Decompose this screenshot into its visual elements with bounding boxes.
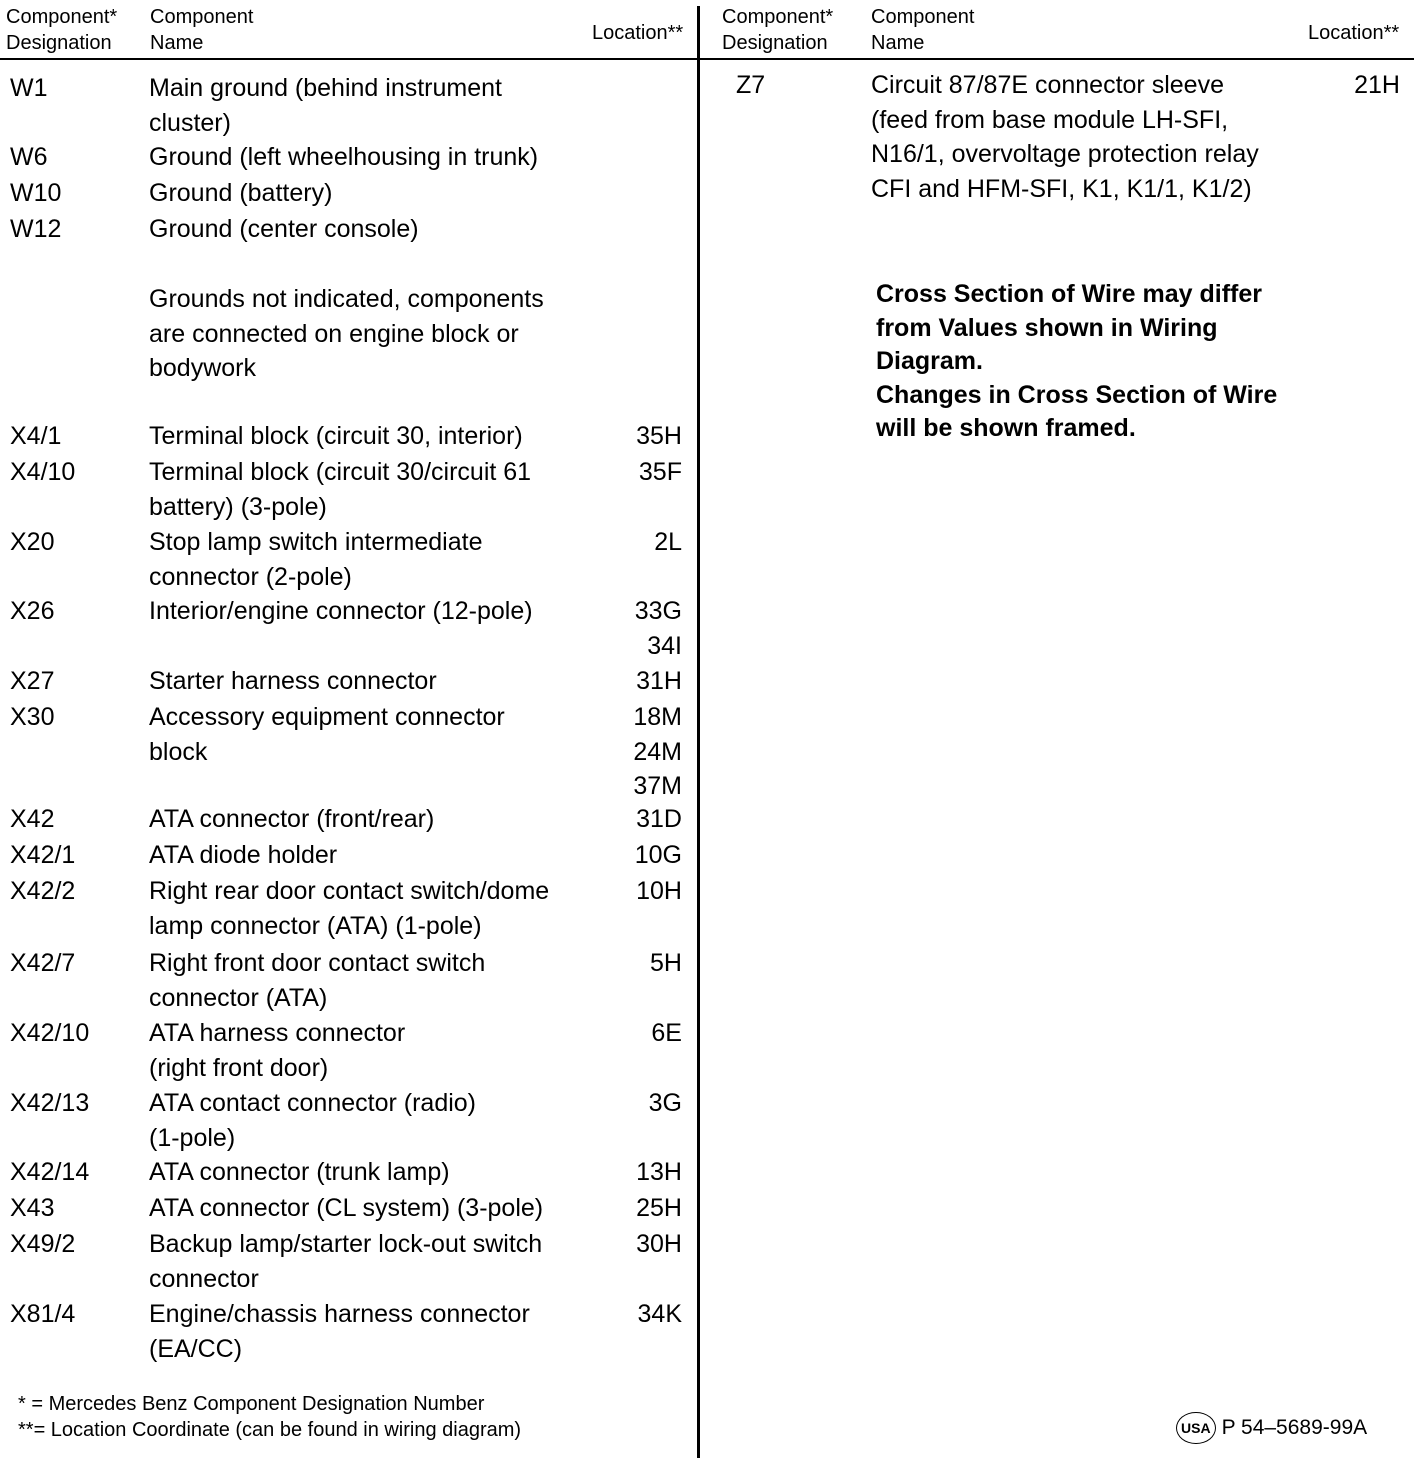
component-designation: W1 (10, 74, 48, 102)
component-name (149, 802, 434, 837)
location-coordinate: 10G (634, 841, 682, 869)
component-location (636, 1227, 682, 1262)
left-header-name (150, 4, 253, 56)
location-coordinate: 24M (633, 737, 682, 766)
component-designation: X81/4 (10, 1300, 76, 1328)
component-designation: X42 (10, 805, 55, 833)
component-name-line: (1-pole) (149, 1123, 236, 1152)
component-designation: X30 (10, 703, 55, 731)
component-name (149, 1191, 543, 1226)
component-designation: X42/10 (10, 1019, 90, 1047)
component-designation: X20 (10, 528, 55, 556)
location-coordinate: 18M (633, 703, 682, 731)
location-coordinate: 10H (636, 877, 682, 905)
component-name-line: (EA/CC) (149, 1334, 243, 1363)
component-name-line: Right front door contact switch (149, 949, 486, 977)
component-name-line: ATA connector (CL system) (3-pole) (149, 1194, 544, 1222)
component-name-line: (feed from base module LH-SFI, (871, 105, 1229, 134)
document-code (1176, 1412, 1367, 1444)
component-location (639, 455, 682, 490)
component-name (149, 664, 437, 699)
usa-badge: USA (1176, 1412, 1216, 1444)
component-location (636, 664, 682, 699)
component-designation: X42/13 (10, 1089, 90, 1117)
component-location (635, 838, 682, 873)
location-coordinate: 2L (654, 528, 682, 556)
location-coordinate: 13H (636, 1158, 682, 1186)
component-name (149, 282, 544, 386)
footnote-location: **= Location Coordinate (can be found in wiring diagram) (18, 1419, 522, 1441)
document-number: P 54–5689-99A (1221, 1416, 1368, 1439)
component-location (1354, 68, 1400, 103)
component-location (651, 1016, 682, 1051)
location-coordinate: 21H (1354, 71, 1400, 99)
note-line: Changes in Cross Section of Wire (876, 380, 1278, 409)
component-designation: X27 (10, 667, 55, 695)
component-designation: X42/1 (10, 841, 76, 869)
component-location (636, 874, 682, 909)
component-designation: W6 (10, 143, 48, 171)
component-name (149, 700, 505, 769)
header-underline-right (700, 58, 1414, 60)
component-name (149, 455, 531, 524)
note-line: will be shown framed. (876, 414, 1136, 442)
location-coordinate: 35H (636, 422, 682, 450)
component-name (149, 525, 482, 594)
component-name (149, 212, 419, 247)
component-name-line: cluster) (149, 108, 231, 137)
component-name-line: Circuit 87/87E connector sleeve (871, 71, 1224, 99)
left-header-location: Location** (592, 22, 684, 44)
component-designation: X49/2 (10, 1230, 76, 1258)
component-name-line: block (149, 737, 208, 766)
header-underline-left (0, 58, 698, 60)
component-name-line: connector (ATA) (149, 983, 328, 1012)
location-coordinate: 3G (648, 1089, 682, 1117)
component-name-line: battery) (3-pole) (149, 492, 327, 521)
component-designation: X4/1 (10, 422, 62, 450)
location-coordinate: 37M (633, 772, 682, 800)
component-name (149, 1227, 542, 1296)
header-text: Name (150, 32, 204, 54)
component-name-line: N16/1, overvoltage protection relay (871, 140, 1259, 168)
component-name (149, 419, 523, 454)
component-name-line: ATA connector (trunk lamp) (149, 1158, 450, 1186)
component-location (638, 1297, 682, 1332)
component-name-line: ATA harness connector (149, 1019, 406, 1047)
header-text: Component* (6, 6, 118, 28)
component-designation: X4/10 (10, 458, 76, 486)
component-name (871, 68, 1259, 206)
location-coordinate: 5H (650, 949, 682, 977)
header-text: Component* (722, 6, 834, 28)
location-coordinate: 30H (636, 1230, 682, 1258)
component-name (149, 1086, 476, 1155)
component-name-line: Interior/engine connector (12-pole) (149, 597, 533, 625)
component-location (650, 946, 682, 981)
cross-section-note (876, 278, 1277, 446)
header-text: Component (871, 6, 975, 28)
component-location (633, 700, 682, 804)
component-name-line: bodywork (149, 354, 256, 382)
component-name-line: (right front door) (149, 1053, 329, 1082)
component-name-line: Terminal block (circuit 30, interior) (149, 422, 523, 450)
component-name (149, 946, 485, 1015)
component-designation: X26 (10, 597, 55, 625)
component-designation: W10 (10, 179, 62, 207)
component-location (636, 1191, 682, 1226)
component-name-line: ATA contact connector (radio) (149, 1089, 477, 1117)
component-location (649, 1086, 682, 1121)
component-name-line: Right rear door contact switch/dome (149, 877, 550, 905)
component-location (654, 525, 682, 560)
component-name (149, 594, 533, 629)
location-coordinate: 34I (647, 631, 682, 660)
component-name (149, 1155, 450, 1190)
header-text: Component (150, 6, 254, 28)
component-name (149, 1297, 530, 1366)
component-name-line: ATA diode holder (149, 841, 338, 869)
component-designation: X42/7 (10, 949, 76, 977)
component-location (636, 419, 682, 454)
component-location (636, 802, 682, 837)
component-name-line: lamp connector (ATA) (1-pole) (149, 911, 482, 940)
location-coordinate: 33G (634, 597, 682, 625)
component-name-line: are connected on engine block or (149, 319, 519, 348)
component-name-line: Backup lamp/starter lock-out switch (149, 1230, 543, 1258)
component-designation: Z7 (736, 71, 766, 99)
component-designation: X42/2 (10, 877, 76, 905)
component-name-line: CFI and HFM-SFI, K1, K1/1, K1/2) (871, 174, 1252, 203)
footnote-designation: * = Mercedes Benz Component Designation Number (18, 1393, 485, 1415)
note-line: Diagram. (876, 347, 983, 375)
component-name-line: Engine/chassis harness connector (149, 1300, 530, 1328)
component-name-line: Terminal block (circuit 30/circuit 61 (149, 458, 532, 486)
component-name (149, 140, 538, 175)
location-coordinate: 31D (636, 805, 682, 833)
component-name (149, 874, 549, 943)
component-name-line: Accessory equipment connector (149, 703, 505, 731)
component-name-line: Grounds not indicated, components (149, 285, 544, 313)
header-text: Designation (6, 32, 112, 54)
component-name-line: connector (149, 1264, 259, 1293)
component-name-line: Ground (center console) (149, 215, 419, 243)
component-designation: W12 (10, 215, 62, 243)
component-name-line: Ground (battery) (149, 179, 333, 207)
column-divider (697, 6, 700, 1458)
note-line: from Values shown in Wiring (876, 313, 1218, 342)
right-header-designation (722, 4, 833, 56)
component-location (635, 594, 682, 663)
location-coordinate: 25H (636, 1194, 682, 1222)
component-name-line: Stop lamp switch intermediate (149, 528, 483, 556)
component-name-line: connector (2-pole) (149, 562, 352, 591)
component-name (149, 176, 332, 211)
component-name-line: Ground (left wheelhousing in trunk) (149, 143, 539, 171)
location-coordinate: 35F (638, 458, 682, 486)
component-name-line: ATA connector (front/rear) (149, 805, 435, 833)
component-name (149, 838, 337, 873)
header-text: Designation (722, 32, 828, 54)
note-line: Cross Section of Wire may differ (876, 280, 1262, 308)
right-header-location: Location** (1308, 22, 1400, 44)
component-name-line: Main ground (behind instrument (149, 74, 502, 102)
component-name (149, 71, 502, 140)
component-designation: X43 (10, 1194, 55, 1222)
location-coordinate: 34K (637, 1300, 682, 1328)
component-name-line: Starter harness connector (149, 667, 437, 695)
left-header-designation (6, 4, 117, 56)
component-name (149, 1016, 405, 1085)
location-coordinate: 6E (651, 1019, 682, 1047)
right-header-name (871, 4, 974, 56)
location-coordinate: 31H (636, 667, 682, 695)
component-location (636, 1155, 682, 1190)
component-designation: X42/14 (10, 1158, 90, 1186)
header-text: Name (871, 32, 925, 54)
